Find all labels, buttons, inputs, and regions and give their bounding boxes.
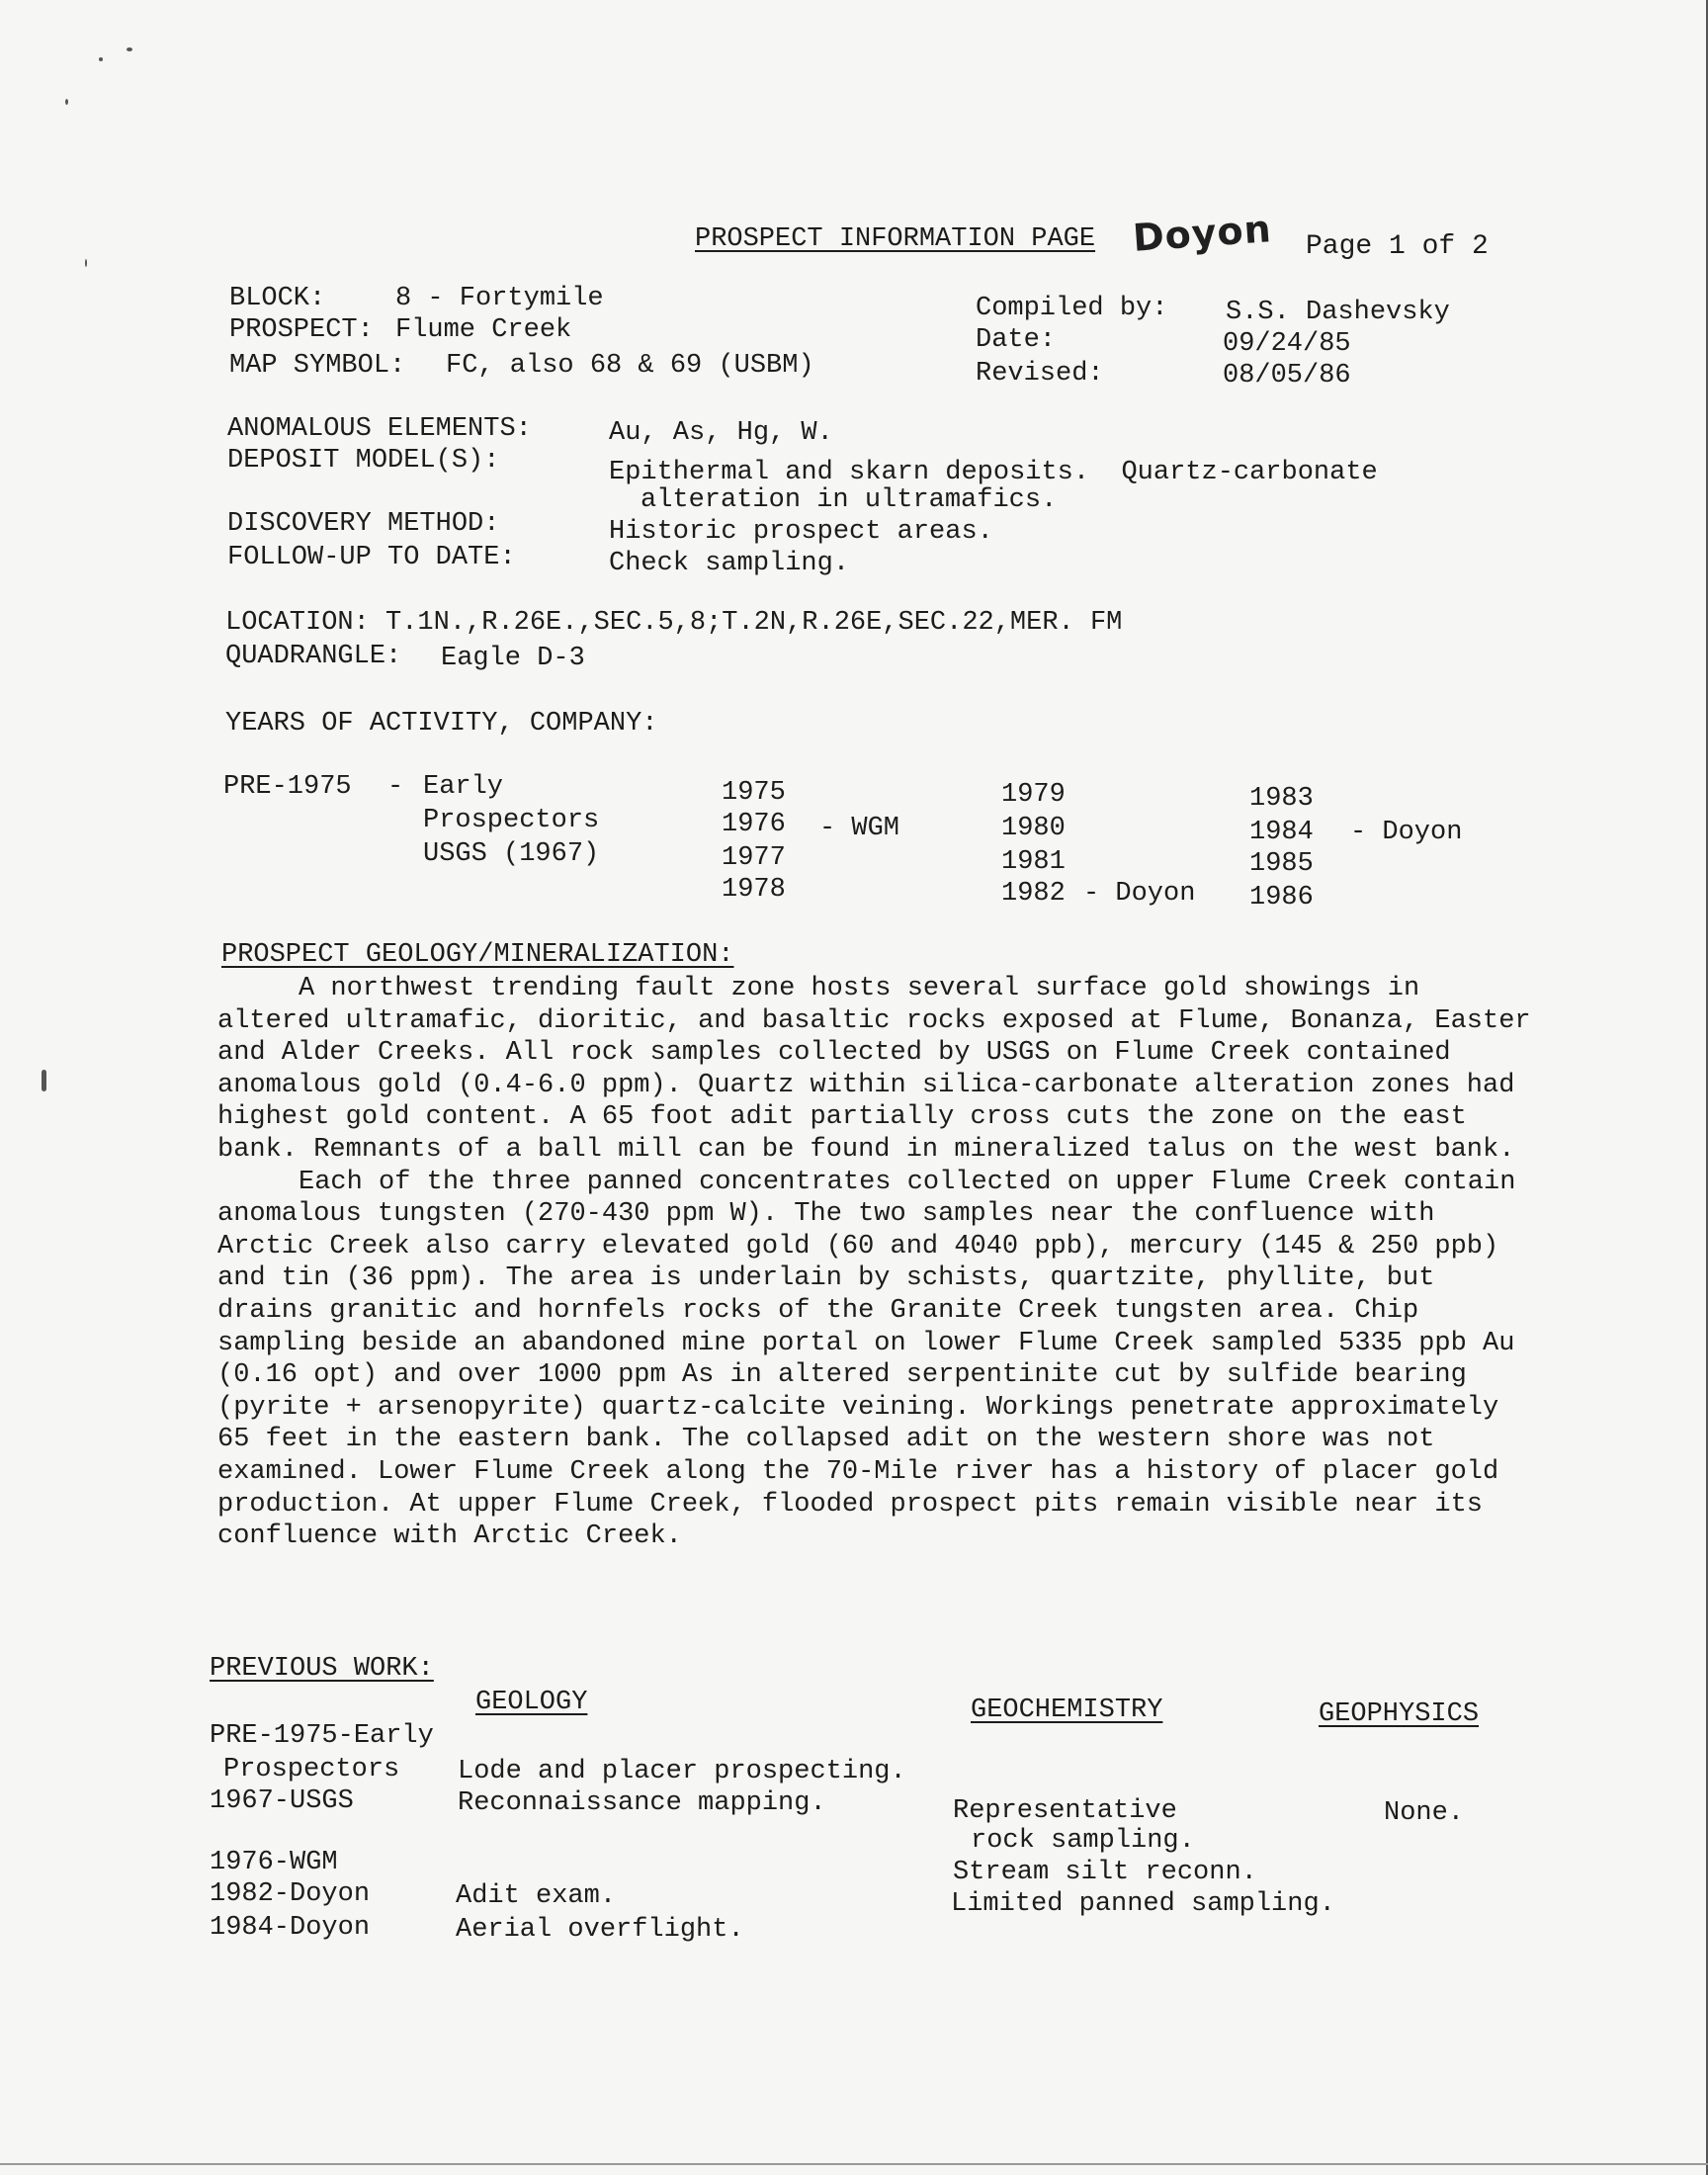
previous-work-geology: Reconnaissance mapping. [458, 1788, 826, 1818]
previous-work-who: 1982-Doyon [210, 1879, 371, 1909]
scan-speck [85, 259, 87, 267]
geology-text [217, 973, 1542, 1553]
quadrangle-label: QUADRANGLE: [225, 642, 402, 671]
discovery-method-value: Historic prospect areas. [609, 517, 993, 547]
activity-pre-year: PRE-1975 [223, 772, 352, 802]
revised-value: 08/05/86 [1223, 361, 1351, 391]
scan-speck [99, 57, 103, 61]
previous-work-geology: Lode and placer prospecting. [458, 1757, 906, 1786]
compiled-by-value: S.S. Dashevsky [1226, 298, 1450, 327]
activity-company: - WGM [819, 814, 900, 843]
geophysics-column-header: GEOPHYSICS [1319, 1699, 1480, 1729]
activity-company: - Doyon [1350, 818, 1463, 847]
block-label: BLOCK: [229, 284, 326, 313]
scan-speck [65, 99, 68, 105]
activity-year: 1985 [1249, 849, 1314, 879]
previous-work-geology: Adit exam. [456, 1881, 617, 1911]
previous-work-geology: Aerial overflight. [456, 1915, 744, 1945]
previous-work-geochemistry: Limited panned sampling. [951, 1889, 1335, 1919]
previous-work-who: PRE-1975-Early [210, 1721, 434, 1751]
follow-up-value: Check sampling. [609, 549, 850, 578]
previous-work-who: 1984-Doyon [210, 1913, 371, 1943]
geochemistry-column-header: GEOCHEMISTRY [971, 1696, 1163, 1725]
geology-column-header: GEOLOGY [475, 1688, 588, 1717]
previous-work-who: 1967-USGS [210, 1786, 354, 1816]
map-symbol-value: FC, also 68 & 69 (USBM) [446, 351, 814, 381]
revised-label: Revised: [976, 359, 1104, 389]
discovery-method-label: DISCOVERY METHOD: [227, 509, 500, 539]
follow-up-label: FOLLOW-UP TO DATE: [227, 543, 516, 572]
date-label: Date: [976, 325, 1057, 355]
activity-company: - Doyon [1083, 879, 1196, 909]
activity-pre-dash: - [387, 772, 404, 802]
activity-year: 1979 [1001, 780, 1066, 810]
location-text: LOCATION: T.1N.,R.26E.,SEC.5,8;T.2N,R.26E,SEC.22,MER. FM [225, 608, 1123, 638]
activity-year: 1982 [1001, 879, 1066, 909]
previous-work-geochemistry: Representative [953, 1796, 1177, 1826]
map-symbol-label: MAP SYMBOL: [229, 351, 406, 381]
activity-pre-company: Early [423, 772, 504, 802]
activity-year: 1975 [722, 778, 786, 808]
page-edge-bottom [0, 2163, 1708, 2165]
activity-year: 1977 [722, 843, 786, 873]
scan-speck [127, 47, 132, 51]
handwritten-annotation: Doyon [1131, 207, 1273, 260]
compiled-by-label: Compiled by: [976, 294, 1168, 323]
scan-speck [42, 1070, 46, 1091]
anomalous-elements-label: ANOMALOUS ELEMENTS: [227, 414, 532, 444]
prospect-value: Flume Creek [395, 315, 572, 345]
page-number: Page 1 of 2 [1306, 231, 1489, 262]
activity-year: 1981 [1001, 847, 1066, 877]
activity-year: 1986 [1249, 883, 1314, 913]
activity-pre-company: Prospectors [423, 806, 600, 835]
geology-heading: PROSPECT GEOLOGY/MINERALIZATION: [221, 940, 734, 970]
activity-pre-company: USGS (1967) [423, 839, 600, 869]
previous-work-geochemistry: rock sampling. [971, 1826, 1195, 1856]
deposit-model-line1: Epithermal and skarn deposits. Quartz-carbonate [609, 458, 1378, 487]
previous-work-who: Prospectors [223, 1755, 400, 1784]
deposit-model-line2: alteration in ultramafics. [640, 485, 1058, 515]
geology-paragraph-1: A northwest trending fault zone hosts several surface gold showings in altered ultramafic, dioritic, and basaltic rocks exposed at Flume, Bonanza, Easter and Alder Creeks. All rock samples collected by USGS on Flume Creek contained anomalous gold (0.4-6.0 ppm). Quartz within silica-carbonate alteration zones had highest gold content. A 65 foot adit partially cross cuts the zone on the east bank. Remnants of a ball mill can be found in mineralized talus on the west bank. [217, 974, 1531, 1165]
previous-work-geophysics: None. [1384, 1798, 1465, 1828]
activity-year: 1976 [722, 810, 786, 839]
anomalous-elements-value: Au, As, Hg, W. [609, 418, 833, 448]
block-value: 8 - Fortymile [395, 284, 604, 313]
page-title: PROSPECT INFORMATION PAGE [695, 224, 1096, 254]
geology-paragraph-2: Each of the three panned concentrates collected on upper Flume Creek contain anomalous tungsten (270-430 ppm W). The two samples near the confluence with Arctic Creek also carry elevated gold (60 and 4040 ppb), mercury (145 & 250 ppb) and tin (36 ppm). The area is underlain by schists, quartzite, phyllite, but drains granitic and hornfels rocks of the Granite Creek tungsten area. Chip sampling beside an abandoned mine portal on lower Flume Creek sampled 5335 ppb Au (0.16 opt) and over 1000 ppm As in altered serpentinite cut by sulfide bearing (pyrite + arsenopyrite) quartz-calcite veining. Workings penetrate approximately 65 feet in the eastern bank. The collapsed adit on the western shore was not examined. Lower Flume Creek along the 70-Mile river has a history of placer gold production. At upper Flume Creek, flooded prospect pits remain visible near its confluence with Arctic Creek. [217, 1167, 1516, 1552]
previous-work-geochemistry: Stream silt reconn. [953, 1858, 1257, 1887]
activity-year: 1978 [722, 875, 786, 905]
previous-work-who: 1976-WGM [210, 1848, 338, 1877]
activity-year: 1980 [1001, 814, 1066, 843]
activity-year: 1984 [1249, 818, 1314, 847]
quadrangle-value: Eagle D-3 [441, 644, 585, 673]
previous-work-heading: PREVIOUS WORK: [210, 1654, 434, 1684]
deposit-model-label: DEPOSIT MODEL(S): [227, 446, 500, 476]
date-value: 09/24/85 [1223, 329, 1351, 359]
activity-heading: YEARS OF ACTIVITY, COMPANY: [225, 709, 658, 739]
activity-year: 1983 [1249, 784, 1314, 814]
prospect-label: PROSPECT: [229, 315, 374, 345]
